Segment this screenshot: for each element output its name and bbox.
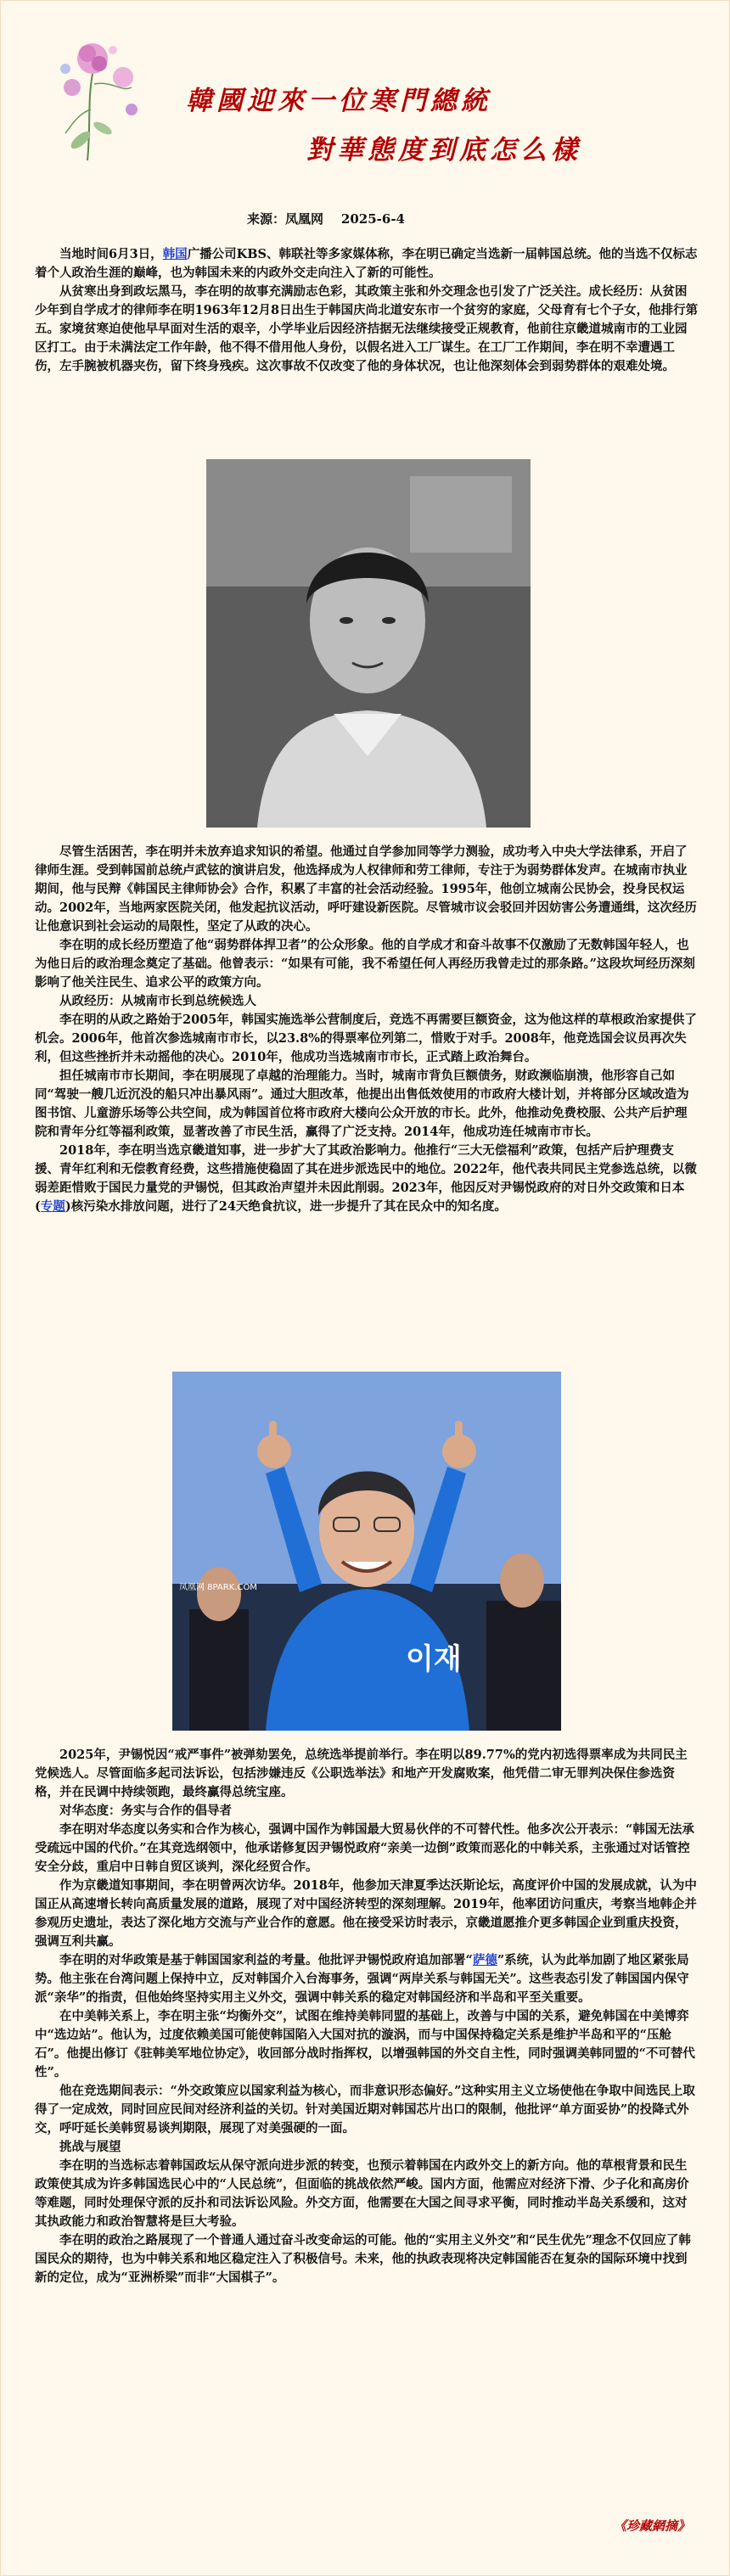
- paragraph: [35, 1142, 699, 1216]
- paragraph: 李在明的当选标志着韩国政坛从保守派向进步派的转变，也预示着韩国在内政外交上的新方向。他的草根背景和民生政策使其成为许多韩国选民心中的“人民总统”，但面临的挑战依然严峻。国内方面，他需应对经济下滑、少子化和高房价等难题，同时处理保守派的反扑和司法诉讼风险。外交方面，他需要在大国之间寻求平衡，同时推动半岛关系缓和，这对其执政能力和政治智慧将是巨大考验。: [35, 2158, 689, 2229]
- paragraph: 他在竞选期间表示：“外交政策应以国家利益为核心，而非意识形态偏好。”这种实用主义立场使他在争取中间选民上取得了一定成效，同时回应民间对经济利益的关切。针对美国近期对韩国芯片出口的限制，他批评“单方面妥协”的投降式外交，呼吁延长美韩贸易谈判期限，展现了对美强硬的一面。: [35, 2084, 695, 2135]
- footer-signature: 《珍藏網摘》: [613, 2518, 690, 2534]
- paragraph: 李在明的从政之路始于2005年，韩国实施选举公营制度后，竞选不再需要巨额资金，这为他这样的草根政治家提供了机会。2006年，他首次参选城南市市长，以23.8%的得票率位列第二，惜败于对手。2008年，他竞选国会议员再次失利，但这些挫折并未动摇他的决心。2010年，他成功当选城南市市长，正式踏上政治舞台。: [35, 1013, 697, 1064]
- paragraph: 2025年，尹锡悦因“戒严事件”被弹劾罢免，总统选举提前举行。李在明以89.77%的党内初选得票率成为共同民主党候选人。尽管面临多起司法诉讼，包括涉嫌违反《公职选举法》和地产开发腐败案，他凭借二审无罪判决保住参选资格，并在民调中持续领跑，最终赢得总统宝座。: [35, 1748, 688, 1799]
- paragraph-text: 当地时间6月3日，: [59, 247, 163, 261]
- paragraph-text: ”系统，认为此举加剧了地区紧张局势。他主张在台湾问题上保持中立，反对韩国介入台海事务，强调“两岸关系与韩国无关”。这些表态引发了韩国国内保守派“亲华”的指责，但他始终坚持实用主义外交，强调中韩关系的稳定对韩国经济和半岛和平至关重要。: [35, 1953, 689, 2005]
- childhood-photo: [206, 459, 531, 828]
- paragraph: [35, 1951, 699, 2007]
- paragraph: 尽管生活困苦，李在明并未放弃追求知识的希望。他通过自学参加同等学力测验，成功考入中央大学法律系，开启了律师生涯。受到韩国前总统卢武铉的演讲启发，他选择成为人权律师和劳工律师，专注于为弱势群体发声。在城南市执业期间，他与民辩《韩国民主律师协会》合作，积累了丰富的社会活动经验。1995年，他创立城南公民协会，投身民权运动。2002年，当地两家医院关闭，他发起抗议活动，呼吁建设新医院。尽管城市议会驳回并因妨害公务遭通缉，这次经历让他意识到社会运动的局限性，坚定了从政的决心。: [35, 845, 697, 934]
- source-line: [247, 210, 405, 227]
- paragraph: [35, 245, 699, 283]
- campaign-photo: [172, 1372, 561, 1731]
- paragraph-text: 2018年，李在明当选京畿道知事，进一步扩大了其政治影响力。他推行“三大无偿福利”政策，包括产后护理费支援、青年红利和无偿教育经费，这些措施使稳固了其在进步派选民中的地位。2022年，他代表共同民主党参选总统，以微弱差距惜败于国民力量党的尹锡悦，但其政治声望并未因此削弱。2023年，他因反对尹锡悦政府的对日外交政策和日本(: [35, 1143, 697, 1214]
- paragraph: 对华态度：务实与合作的倡导者: [59, 1804, 232, 1818]
- title-line-2: 對華態度到底怎么樣: [306, 135, 581, 166]
- article-section-3: [35, 1746, 699, 2287]
- svg-text:이재: 이재: [406, 1642, 462, 1676]
- thaad-link[interactable]: 萨德: [472, 1953, 497, 1967]
- paragraph: 李在明的成长经历塑造了他“弱势群体捍卫者”的公众形象。他的自学成才和奋斗故事不仅激励了无数韩国年轻人，也为他日后的政治理念奠定了基础。他曾表示：“如果有可能，我不希望任何人再经历我曾走过的那条路。”这段坎坷经历深刻影响了他关注民生、追求公平的政策方向。: [35, 938, 695, 990]
- paragraph-text: 李在明的对华政策是基于韩国国家利益的考量。他批评尹锡悦政府追加部署“: [59, 1953, 473, 1967]
- paragraph: 挑战与展望: [59, 2140, 121, 2154]
- paragraph-text: 广播公司KBS、韩联社等多家媒体称，李在明已确定当选新一届韩国总统。他的当选不仅标志着个人政治生涯的巅峰，也为韩国未来的内政外交走向注入了新的可能性。: [35, 247, 698, 280]
- source-label: 来源：凤凰网: [247, 211, 324, 227]
- paragraph: 担任城南市市长期间，李在明展现了卓越的治理能力。当时，城南市背负巨额债务，财政濒临崩溃，他形容自己如同“驾驶一艘几近沉没的船只冲出暴风雨”。通过大胆改革，他提出出售低效使用的市政府大楼计划，并将部分区域改造为图书馆、儿童游乐场等公共空间，成为韩国首位将市政府大楼向公众开放的市长。此外，他推动免费校服、公共产后护理院和青年分红等福利政策，显著改善了市民生活，赢得了广泛支持。2014年，他成功连任城南市市长。: [35, 1069, 689, 1139]
- source-date: 2025-6-4: [340, 211, 405, 227]
- title-line-1: 韓國迎來一位寒門總統: [186, 86, 491, 116]
- paragraph: 李在明对华态度以务实和合作为核心，强调中国作为韩国最大贸易伙伴的不可替代性。他多次公开表示：“韩国无法承受疏远中国的代价。”在其竞选纲领中，他承诺修复因尹锡悦政府“亲美一边倒”政策而恶化的中韩关系，主张通过对话管控安全分歧，重启中日韩自贸区谈判，深化经贸合作。: [35, 1822, 694, 1874]
- paragraph: 从贫寒出身到政坛黑马，李在明的故事充满励志色彩，其政策主张和外交理念也引发了广泛关注。成长经历：从贫困少年到自学成才的律师李在明1963年12月8日出生于韩国庆尚北道安东市一个贫穷的家庭，父母育有七个子女，他排行第五。家境贫寒迫使他早早面对生活的艰辛，小学毕业后因经济拮据无法继续接受正规教育，他前往京畿道城南市的工业园区打工。由于未满法定工作年龄，他不得不借用他人身份，以假名进入工厂谋生。在工厂工作期间，李在明不幸遭遇工伤，左手腕被机器夹伤，留下终身残疾。这次事故不仅改变了他的身体状况，也让他深刻体会到弱势群体的艰难处境。: [35, 284, 699, 373]
- korea-link[interactable]: 韩国: [162, 247, 188, 261]
- photo-watermark: 凤凰网 8PARK.COM: [179, 1583, 257, 1592]
- paragraph-text: )核污染水排放问题，进行了24天绝食抗议，进一步提升了其在民众中的知名度。: [65, 1199, 507, 1214]
- paragraph: 在中美韩关系上，李在明主张“均衡外交”，试图在维持美韩同盟的基础上，改善与中国的关系，避免韩国在中美博弈中“选边站”。他认为，过度依赖美国可能使韩国陷入大国对抗的漩涡，而与中国保持稳定关系是维护半岛和平的“压舱石”。他提出修订《驻韩美军地位协定》，收回部分战时指挥权，以增强韩国的外交自主性，同时强调美韩同盟的“不可替代性”。: [35, 2009, 695, 2079]
- flower-decoration: [53, 33, 147, 176]
- article-section-2: [35, 843, 699, 1216]
- paragraph: 作为京畿道知事期间，李在明曾两次访华。2018年，他参加天津夏季达沃斯论坛，高度评价中国的发展成就，认为中国正从高速增长转向高质量发展的道路，展现了对中国经济转型的深刻理解。2019年，他率团访问重庆，考察当地韩企并参观历史遗址，表达了深化地方交流与产业合作的意愿。他在接受采访时表示，京畿道愿推介更多韩国企业到重庆投资，强调互利共赢。: [35, 1878, 697, 1949]
- topic-link[interactable]: 专题: [40, 1199, 65, 1214]
- page-header: [1, 1, 729, 179]
- paragraph: 从政经历：从城南市长到总统候选人: [59, 994, 256, 1008]
- paragraph: 李在明的政治之路展现了一个普通人通过奋斗改变命运的可能。他的“实用主义外交”和“民生优先”理念不仅回应了韩国民众的期待，也为中韩关系和地区稳定注入了积极信号。未来，他的执政表现将决定韩国能否在复杂的国际环境中找到新的定位，成为“亚洲桥梁”而非“大国棋子”。: [35, 2233, 691, 2285]
- article-section-1: [35, 245, 699, 376]
